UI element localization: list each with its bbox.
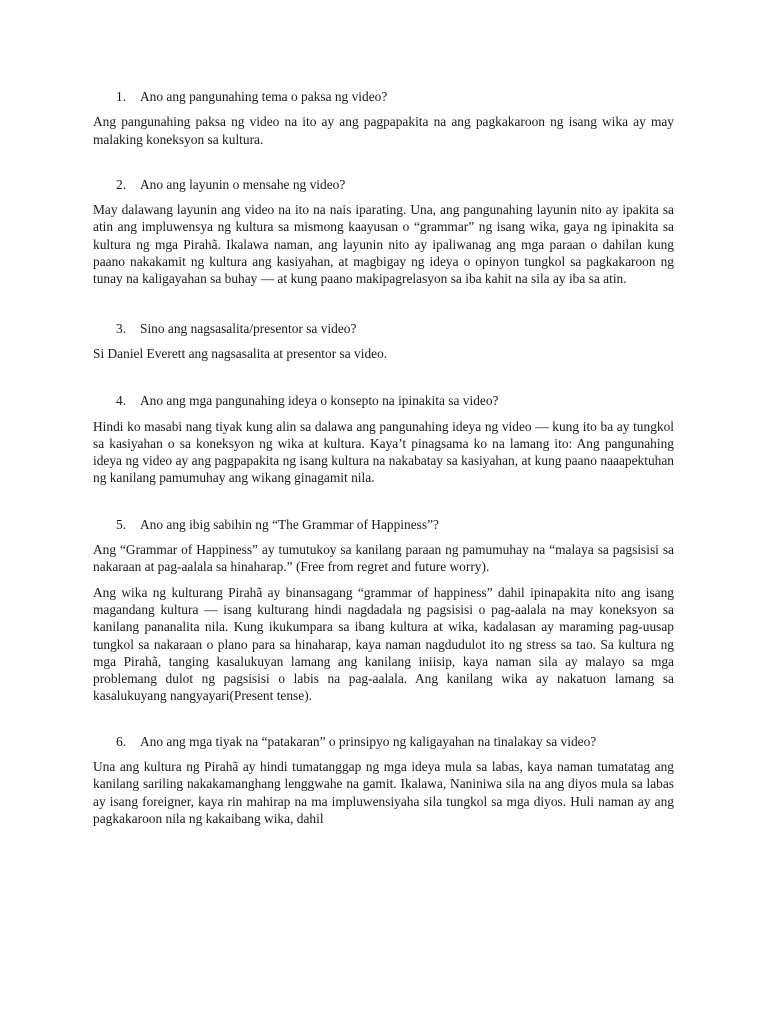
section-6 bbox=[93, 733, 674, 827]
question-text: Ano ang layunin o mensahe ng video? bbox=[140, 176, 346, 192]
answer-paragraph: Hindi ko masabi nang tiyak kung alin sa dalawa ang pangunahing ideya ng video — kung ito ba ay tungkol sa kasiyahan o sa koneksyon ng wika at kultura. Kaya’t pinagsama ko na lamang ito: Ang pangunahing ideya ng video ay ang pagpapakita ng isang kultura na nakabatay sa kasiyahan, at kung paano naaapektuhan ng kanilang pamumuhay ang wikang ginagamit nila. bbox=[93, 418, 674, 486]
question-number: 6. bbox=[116, 733, 127, 749]
section-3 bbox=[93, 320, 674, 363]
question-number: 5. bbox=[116, 516, 127, 532]
question-3 bbox=[93, 320, 674, 337]
answer-paragraph: Si Daniel Everett ang nagsasalita at presentor sa video. bbox=[93, 345, 388, 361]
answer-paragraph: Ang wika ng kulturang Pirahã ay binansagang “grammar of happiness” dahil ipinapakita nito ang isang magandang kultura — isang kulturang hindi nagdadala ng pagsisisi o pag-aalala na may koneksyon sa kanilang pananalita nila. Kung ikukumpara sa ibang kultura at wika, kadalasan ay maraming pag-uusap tungkol sa nakaraan o plano para sa hinaharap, kaya naman nagdudulot ito ng stress sa tao. Sa kultura ng mga Pirahã, tanging kasalukuyan lamang ang kanilang iniisip, kaya naman sila ay malayo sa mga problemang dulot ng pagsisisi o labis na pag-aalala. Ang kanilang wika ay nakatuon lamang sa kasalukuyang nangyayari(Present tense). bbox=[93, 584, 674, 704]
question-number: 3. bbox=[116, 320, 127, 336]
section-1 bbox=[93, 88, 674, 148]
question-number: 2. bbox=[116, 176, 127, 192]
document-page bbox=[93, 88, 674, 855]
answer-paragraph: Ang “Grammar of Happiness” ay tumutukoy sa kanilang paraan ng pamumuhay na “malaya sa pagsisisi sa nakaraan at pag-aalala sa hinaharap.” (Free from regret and future worry). bbox=[93, 542, 674, 575]
question-2 bbox=[93, 176, 674, 193]
section-4 bbox=[93, 392, 674, 486]
section-2 bbox=[93, 176, 674, 288]
question-text: Ano ang pangunahing tema o paksa ng video? bbox=[140, 89, 388, 104]
question-text: Sino ang nagsasalita/presentor sa video? bbox=[140, 320, 357, 336]
question-number: 1. bbox=[116, 89, 127, 104]
question-text: Ano ang mga pangunahing ideya o konsepto na ipinakita sa video? bbox=[140, 393, 499, 409]
question-text: Ano ang ibig sabihin ng “The Grammar of Happiness”? bbox=[140, 516, 439, 532]
question-text: Ano ang mga tiyak na “patakaran” o prinsipyo ng kaligayahan na tinalakay sa video? bbox=[140, 733, 597, 749]
question-1 bbox=[93, 88, 674, 105]
question-number: 4. bbox=[116, 393, 127, 409]
question-5 bbox=[93, 516, 674, 533]
answer-paragraph: Una ang kultura ng Pirahã ay hindi tumatanggap ng mga ideya mula sa labas, kaya naman tumatatag ang kanilang sariling nakakamanghang lenggwahe na gamit. Ikalawa, Naniniwa sila na ang diyos mula sa labas ay isang foreigner, kaya rin mahirap na ma impluwensiyaha sila tungkol sa mga diyos. Huli naman ay ang pagkakaroon nila ng kakaibang wika, dahil bbox=[93, 759, 674, 826]
question-4 bbox=[93, 392, 674, 409]
answer-paragraph: Ang pangunahing paksa ng video na ito ay ang pagpapakita na ang pagkakaroon ng isang wika ay may malaking koneksyon sa kultura. bbox=[93, 114, 674, 147]
answer-paragraph: May dalawang layunin ang video na ito na nais iparating. Una, ang pangunahing layunin nito ay ipakita sa atin ang impluwensya ng kultura sa mismong kaayusan o “grammar” ng isang wika, gaya ng ipinakita sa kultura ng mga Pirahã. Ikalawa naman, ang layunin nito ay ipaliwanag ang mga paraan o dahilan kung paano nakakamit ng kultura ang kasiyahan, at magbigay ng ideya o opinyon tungkol sa pagkakaroon ng tunay na kaligayahan sa buhay — at kung paano makipagrelasyon sa iba kahit na sila ay iba sa atin. bbox=[93, 202, 674, 287]
question-6 bbox=[93, 733, 674, 750]
section-5 bbox=[93, 516, 674, 705]
